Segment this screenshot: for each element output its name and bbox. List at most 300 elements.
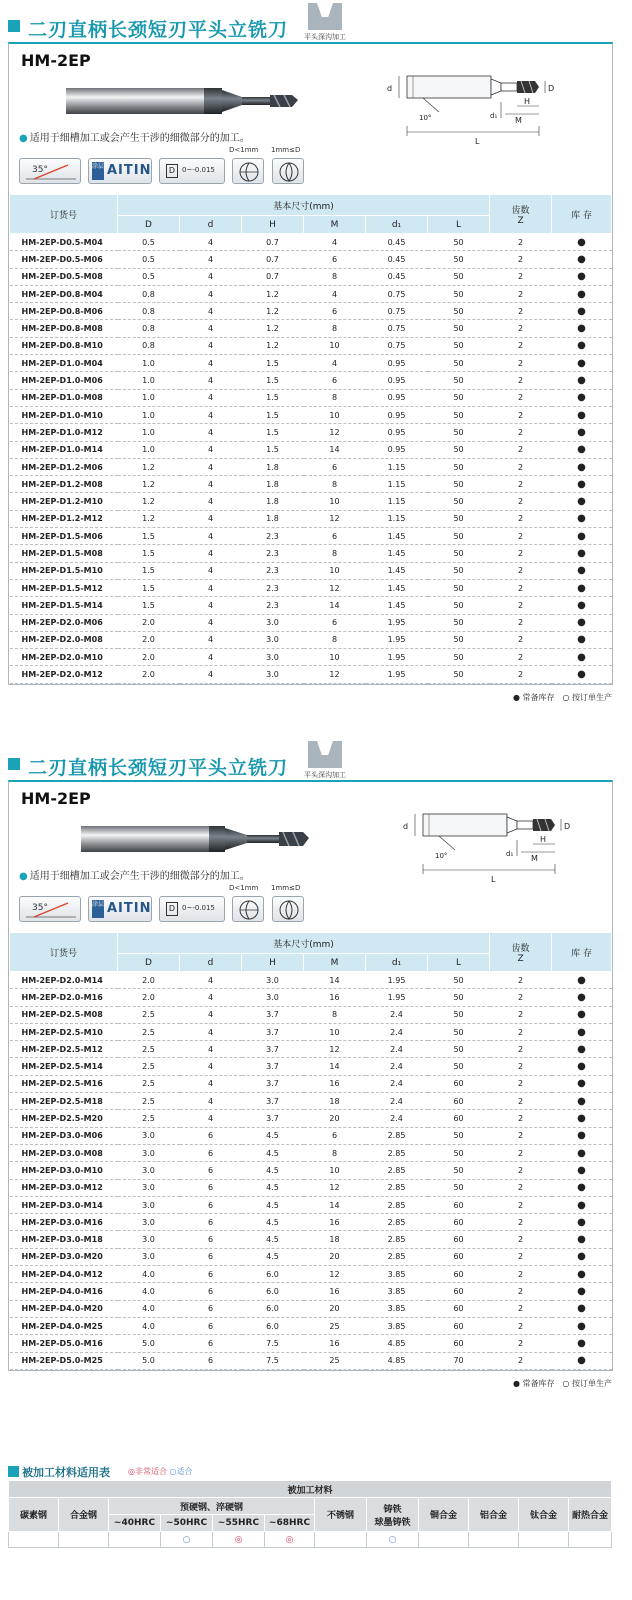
dimension-cell: 7.5 <box>242 1352 304 1369</box>
dimension-cell: 2 <box>490 1317 552 1334</box>
mat-hardened-steel: 预硬钢、淬硬钢 <box>109 1498 315 1515</box>
order-code-cell: HM-2EP-D1.5-M12 <box>10 579 118 596</box>
dimension-cell: 2.85 <box>366 1162 428 1179</box>
dimension-cell: 2.5 <box>118 1110 180 1127</box>
dimension-cell: 3.0 <box>118 1196 180 1213</box>
dimension-cell: 60 <box>428 1335 490 1352</box>
material-header <box>0 1462 632 1480</box>
dimension-cell: 4 <box>180 649 242 666</box>
dimension-cell: 2.85 <box>366 1196 428 1213</box>
col-d1: d₁ <box>366 954 428 972</box>
dimension-cell: 2.0 <box>118 614 180 631</box>
stock-cell: ● <box>552 972 612 989</box>
dimension-cell: 4 <box>180 424 242 441</box>
dimension-cell: 0.5 <box>118 268 180 285</box>
table-row <box>10 579 612 596</box>
dimension-cell: 4 <box>180 1058 242 1075</box>
order-code-cell: HM-2EP-D2.5-M14 <box>10 1058 118 1075</box>
dimension-cell: 0.45 <box>366 251 428 268</box>
dimension-cell: 1.5 <box>242 372 304 389</box>
col-flutes-label: 齿数 <box>511 205 530 216</box>
col-order-code: 订货号 <box>10 195 118 234</box>
table-row <box>10 320 612 337</box>
dimension-cell: 60 <box>428 1231 490 1248</box>
dimension-cell: 3.0 <box>118 1144 180 1161</box>
col-H: H <box>242 216 304 234</box>
table-row <box>10 1006 612 1023</box>
col-dimensions: 基本尺寸(mm) <box>118 933 490 954</box>
dimension-cell: 4.0 <box>118 1300 180 1317</box>
dimension-cell: 6 <box>180 1162 242 1179</box>
dimension-cell: 2 <box>490 545 552 562</box>
stock-cell: ● <box>552 1075 612 1092</box>
dimension-cell: 1.45 <box>366 579 428 596</box>
mat-value <box>9 1532 59 1548</box>
mat-heat-resistant: 耐热合金 <box>569 1498 612 1532</box>
dim-L-label: L <box>475 137 480 146</box>
col-dimensions: 基本尺寸(mm) <box>118 195 490 216</box>
flute-section-icon-large <box>272 158 304 184</box>
dimension-cell: 1.0 <box>118 424 180 441</box>
order-code-cell: HM-2EP-D4.0-M16 <box>10 1283 118 1300</box>
table-row <box>10 493 612 510</box>
dimension-cell: 3.0 <box>118 1214 180 1231</box>
dimension-cell: 50 <box>428 1179 490 1196</box>
dimension-cell: 2.4 <box>366 1058 428 1075</box>
dimension-cell: 4 <box>180 337 242 354</box>
dimension-cell: 10 <box>304 337 366 354</box>
table-row <box>10 1214 612 1231</box>
dimension-cell: 2 <box>490 1162 552 1179</box>
col-H: H <box>242 954 304 972</box>
table-row <box>10 1231 612 1248</box>
dimension-cell: 2 <box>490 1335 552 1352</box>
col-flutes <box>490 195 552 234</box>
dimension-cell: 50 <box>428 666 490 683</box>
dimension-cell: 2 <box>490 1110 552 1127</box>
dimension-cell: 5.0 <box>118 1335 180 1352</box>
mat-value <box>315 1532 367 1548</box>
table-row <box>10 989 612 1006</box>
coating-icon <box>88 896 152 922</box>
dimension-cell: 2.4 <box>366 1093 428 1110</box>
dimension-cell: 8 <box>304 476 366 493</box>
dimension-cell: 3.0 <box>242 631 304 648</box>
material-table <box>8 1480 612 1548</box>
dimension-cell: 8 <box>304 631 366 648</box>
order-code-cell: HM-2EP-D3.0-M08 <box>10 1144 118 1161</box>
dimension-cell: 0.75 <box>366 337 428 354</box>
table-row <box>10 251 612 268</box>
spec-table-body <box>10 234 612 684</box>
dimension-cell: 16 <box>304 1335 366 1352</box>
table-row <box>10 1093 612 1110</box>
dimension-cell: 2 <box>490 285 552 302</box>
dimension-cell: 1.45 <box>366 528 428 545</box>
dimension-cell: 0.75 <box>366 320 428 337</box>
dimension-cell: 2 <box>490 1248 552 1265</box>
stock-cell: ● <box>552 303 612 320</box>
dimension-cell: 1.8 <box>242 510 304 527</box>
table-row <box>10 614 612 631</box>
col-M: M <box>304 954 366 972</box>
dimension-cell: 0.5 <box>118 251 180 268</box>
dimension-cell: 1.5 <box>242 389 304 406</box>
table-row <box>10 1300 612 1317</box>
product-card <box>8 42 613 685</box>
dimension-cell: 1.2 <box>118 476 180 493</box>
table-row <box>10 1352 612 1369</box>
tolerance-value: 0~-0.015 <box>182 904 215 912</box>
dimension-cell: 2.0 <box>118 649 180 666</box>
dimension-cell: 16 <box>304 1214 366 1231</box>
dimension-cell: 1.45 <box>366 545 428 562</box>
order-code-cell: HM-2EP-D1.2-M12 <box>10 510 118 527</box>
flute-caption-small: D<1mm <box>229 884 259 892</box>
mat-value: ○ <box>161 1532 213 1548</box>
dimension-cell: 4.5 <box>242 1144 304 1161</box>
order-code-cell: HM-2EP-D1.2-M08 <box>10 476 118 493</box>
dimension-cell: 1.2 <box>242 320 304 337</box>
dimension-cell: 6 <box>180 1335 242 1352</box>
dim-angle-label: 10° <box>419 114 432 122</box>
dimension-cell: 6 <box>180 1300 242 1317</box>
table-row <box>10 476 612 493</box>
dimension-cell: 2.4 <box>366 1075 428 1092</box>
dimension-cell: 4 <box>180 562 242 579</box>
dimension-cell: 3.85 <box>366 1317 428 1334</box>
helix-angle-icon <box>19 158 81 184</box>
helix-angle-icon <box>19 896 81 922</box>
flute-caption-large: 1mm≤D <box>271 146 301 154</box>
dimension-cell: 4 <box>180 631 242 648</box>
dimension-cell: 8 <box>304 320 366 337</box>
dimension-cell: 2 <box>490 303 552 320</box>
dimension-cell: 6.0 <box>242 1300 304 1317</box>
dimension-cell: 2.5 <box>118 1006 180 1023</box>
dimension-cell: 2 <box>490 1058 552 1075</box>
coating-icon <box>88 158 152 184</box>
dimension-cell: 3.0 <box>118 1231 180 1248</box>
dimension-cell: 3.85 <box>366 1266 428 1283</box>
order-code-cell: HM-2EP-D2.0-M16 <box>10 989 118 1006</box>
dimension-cell: 1.5 <box>118 562 180 579</box>
dimension-cell: 50 <box>428 406 490 423</box>
dimension-cell: 50 <box>428 441 490 458</box>
table-row <box>10 406 612 423</box>
dimension-cell: 4 <box>180 1075 242 1092</box>
product-section-2 <box>0 738 632 1388</box>
dimension-cell: 1.2 <box>118 510 180 527</box>
stock-cell: ● <box>552 1300 612 1317</box>
col-flutes <box>490 933 552 972</box>
dimension-cell: 2 <box>490 424 552 441</box>
dimension-cell: 4 <box>180 666 242 683</box>
dimension-cell: 50 <box>428 1023 490 1040</box>
stock-cell: ● <box>552 476 612 493</box>
table-row <box>10 528 612 545</box>
stock-cell: ● <box>552 1023 612 1040</box>
dimension-cell: 2.85 <box>366 1231 428 1248</box>
dimension-cell: 4 <box>180 510 242 527</box>
dimension-cell: 4 <box>180 493 242 510</box>
groove-icon <box>308 3 342 30</box>
dimension-cell: 8 <box>304 268 366 285</box>
dim-d-label: d <box>387 84 393 93</box>
dimension-cell: 50 <box>428 493 490 510</box>
dimension-cell: 1.95 <box>366 631 428 648</box>
dimension-cell: 2 <box>490 1214 552 1231</box>
dimension-cell: 20 <box>304 1300 366 1317</box>
stock-cell: ● <box>552 545 612 562</box>
dimension-cell: 12 <box>304 1266 366 1283</box>
dimension-cell: 20 <box>304 1248 366 1265</box>
material-top-header: 被加工材料 <box>9 1481 612 1498</box>
order-code-cell: HM-2EP-D1.2-M06 <box>10 458 118 475</box>
dimension-cell: 12 <box>304 1179 366 1196</box>
table-row <box>10 1196 612 1213</box>
dimension-cell: 2 <box>490 510 552 527</box>
dimension-cell: 6 <box>180 1317 242 1334</box>
stock-legend <box>505 1378 612 1389</box>
dimension-cell: 4.5 <box>242 1231 304 1248</box>
dimension-cell: 70 <box>428 1352 490 1369</box>
dimension-cell: 2 <box>490 972 552 989</box>
dimension-cell: 60 <box>428 1110 490 1127</box>
order-code-cell: HM-2EP-D3.0-M06 <box>10 1127 118 1144</box>
dimension-cell: 2 <box>490 579 552 596</box>
stock-cell: ● <box>552 320 612 337</box>
table-row <box>10 1058 612 1075</box>
order-code-cell: HM-2EP-D2.0-M08 <box>10 631 118 648</box>
table-row <box>10 389 612 406</box>
stock-cell: ● <box>552 285 612 302</box>
dimension-cell: 1.0 <box>118 389 180 406</box>
order-code-cell: HM-2EP-D0.8-M04 <box>10 285 118 302</box>
table-row <box>10 458 612 475</box>
spec-table-body <box>10 972 612 1370</box>
legend-stock: ● 常备库存 <box>512 1379 555 1388</box>
order-code-cell: HM-2EP-D3.0-M18 <box>10 1231 118 1248</box>
helix-angle-graphic <box>20 159 82 185</box>
dimension-cell: 4 <box>180 458 242 475</box>
table-row <box>10 1248 612 1265</box>
stock-cell: ● <box>552 614 612 631</box>
order-code-cell: HM-2EP-D2.5-M18 <box>10 1093 118 1110</box>
dimension-cell: 8 <box>304 1144 366 1161</box>
dimension-cell: 4.85 <box>366 1335 428 1352</box>
dimension-cell: 2 <box>490 337 552 354</box>
dimension-cell: 4 <box>180 972 242 989</box>
dimension-cell: 1.5 <box>118 579 180 596</box>
table-row <box>10 1335 612 1352</box>
stock-cell: ● <box>552 649 612 666</box>
table-row <box>10 1110 612 1127</box>
order-code-cell: HM-2EP-D1.0-M12 <box>10 424 118 441</box>
stock-cell: ● <box>552 562 612 579</box>
col-d: d <box>180 954 242 972</box>
order-code-cell: HM-2EP-D4.0-M25 <box>10 1317 118 1334</box>
dimension-cell: 2 <box>490 989 552 1006</box>
order-code-cell: HM-2EP-D1.5-M06 <box>10 528 118 545</box>
dimension-cell: 12 <box>304 424 366 441</box>
dimension-cell: 60 <box>428 1300 490 1317</box>
stock-cell: ● <box>552 1127 612 1144</box>
mat-hrc50: ~50HRC <box>161 1515 213 1532</box>
dimension-cell: 50 <box>428 1058 490 1075</box>
dimension-cell: 2 <box>490 1144 552 1161</box>
dimension-cell: 2 <box>490 406 552 423</box>
spec-table <box>9 932 612 1370</box>
dimension-cell: 25 <box>304 1352 366 1369</box>
material-values-row <box>9 1532 612 1548</box>
dimension-cell: 0.75 <box>366 285 428 302</box>
dimension-cell: 14 <box>304 441 366 458</box>
dimension-cell: 1.95 <box>366 972 428 989</box>
dimension-cell: 60 <box>428 1248 490 1265</box>
dimension-cell: 2 <box>490 1300 552 1317</box>
title-marker <box>8 1466 19 1477</box>
dimension-cell: 4.5 <box>242 1248 304 1265</box>
dimension-cell: 2 <box>490 597 552 614</box>
dimension-cell: 2 <box>490 1093 552 1110</box>
dimension-cell: 4 <box>180 1023 242 1040</box>
mat-alloy-steel: 合金钢 <box>59 1498 109 1532</box>
helix-angle-value: 35° <box>32 165 48 175</box>
badge-label: 平头深沟加工 <box>304 33 346 41</box>
dimension-cell: 50 <box>428 562 490 579</box>
dimension-cell: 4.0 <box>118 1266 180 1283</box>
dimension-cell: 50 <box>428 972 490 989</box>
tolerance-icon <box>159 896 225 922</box>
order-code-cell: HM-2EP-D2.5-M16 <box>10 1075 118 1092</box>
dimension-cell: 12 <box>304 666 366 683</box>
dimension-cell: 3.0 <box>118 1248 180 1265</box>
dimension-cell: 1.8 <box>242 476 304 493</box>
dimension-cell: 3.85 <box>366 1283 428 1300</box>
dimension-cell: 1.2 <box>118 458 180 475</box>
dimension-cell: 2 <box>490 320 552 337</box>
dimension-cell: 2 <box>490 458 552 475</box>
title-marker <box>8 20 20 32</box>
table-row <box>10 424 612 441</box>
table-row <box>10 441 612 458</box>
dimension-cell: 2.3 <box>242 528 304 545</box>
tolerance-d: D <box>166 902 178 916</box>
dimension-cell: 3.0 <box>242 614 304 631</box>
dimension-cell: 50 <box>428 320 490 337</box>
dimension-cell: 2 <box>490 234 552 251</box>
dimension-cell: 1.95 <box>366 666 428 683</box>
dimension-cell: 2 <box>490 631 552 648</box>
dimension-cell: 50 <box>428 1144 490 1161</box>
stock-cell: ● <box>552 510 612 527</box>
dimension-cell: 50 <box>428 389 490 406</box>
stock-cell: ● <box>552 1248 612 1265</box>
dimension-cell: 6 <box>304 251 366 268</box>
dimension-cell: 7.5 <box>242 1335 304 1352</box>
dimension-cell: 1.45 <box>366 562 428 579</box>
dim-m-label: M <box>515 116 522 125</box>
dimension-cell: 2.4 <box>366 1006 428 1023</box>
dimension-cell: 50 <box>428 1006 490 1023</box>
dimension-cell: 50 <box>428 1162 490 1179</box>
dimension-cell: 2 <box>490 1006 552 1023</box>
dimension-cell: 4.5 <box>242 1127 304 1144</box>
dimension-cell: 50 <box>428 614 490 631</box>
spec-icons <box>19 886 319 928</box>
dimension-cell: 4.5 <box>242 1179 304 1196</box>
dimension-cell: 2.4 <box>366 1110 428 1127</box>
stock-cell: ● <box>552 1335 612 1352</box>
coating-tag: 涂层 <box>92 162 104 180</box>
stock-cell: ● <box>552 355 612 372</box>
dimension-cell: 1.0 <box>118 355 180 372</box>
dimension-cell: 6 <box>304 614 366 631</box>
dimension-cell: 1.2 <box>242 337 304 354</box>
stock-cell: ● <box>552 528 612 545</box>
dimension-cell: 1.2 <box>118 493 180 510</box>
dimension-cell: 6.0 <box>242 1317 304 1334</box>
order-code-cell: HM-2EP-D2.0-M06 <box>10 614 118 631</box>
dimension-cell: 0.95 <box>366 389 428 406</box>
table-row <box>10 1317 612 1334</box>
dim-d1-label: d₁ <box>506 850 514 858</box>
flute-graphic-small <box>233 897 265 923</box>
stock-cell: ● <box>552 406 612 423</box>
dimension-cell: 4 <box>180 441 242 458</box>
dimension-cell: 2.0 <box>118 989 180 1006</box>
section-title: 二刃直柄长颈短刃平头立铣刀 <box>28 757 289 779</box>
dimension-diagram <box>379 70 569 154</box>
stock-cell: ● <box>552 424 612 441</box>
section-header <box>0 738 632 780</box>
dimension-cell: 2.0 <box>118 631 180 648</box>
dimension-cell: 3.0 <box>118 1179 180 1196</box>
col-D: D <box>118 216 180 234</box>
dimension-cell: 4 <box>180 268 242 285</box>
stock-cell: ● <box>552 372 612 389</box>
dimension-cell: 2.3 <box>242 562 304 579</box>
dimension-cell: 50 <box>428 355 490 372</box>
dimension-cell: 50 <box>428 285 490 302</box>
stock-cell: ● <box>552 389 612 406</box>
dimension-cell: 20 <box>304 1110 366 1127</box>
dimension-cell: 10 <box>304 406 366 423</box>
dimension-cell: 60 <box>428 1075 490 1092</box>
dimension-cell: 6 <box>304 528 366 545</box>
dimension-cell: 6 <box>180 1352 242 1369</box>
groove-badge <box>302 3 348 41</box>
dimension-cell: 2 <box>490 1075 552 1092</box>
dimension-cell: 50 <box>428 424 490 441</box>
legend-order: ○ 按订单生产 <box>562 693 612 702</box>
dimension-cell: 4 <box>180 285 242 302</box>
dimension-cell: 0.95 <box>366 372 428 389</box>
dimension-cell: 18 <box>304 1231 366 1248</box>
order-code-cell: HM-2EP-D5.0-M25 <box>10 1352 118 1369</box>
table-row <box>10 285 612 302</box>
dimension-cell: 2.5 <box>118 1058 180 1075</box>
dimension-cell: 4 <box>180 320 242 337</box>
coating-tag: 涂层 <box>92 900 104 918</box>
note-text: 适用于细槽加工或会产生干涉的细微部分的加工。 <box>29 133 250 144</box>
dimension-cell: 2.5 <box>118 1075 180 1092</box>
stock-cell: ● <box>552 1058 612 1075</box>
dimension-cell: 0.7 <box>242 234 304 251</box>
dimension-cell: 2.85 <box>366 1179 428 1196</box>
order-code-cell: HM-2EP-D1.5-M08 <box>10 545 118 562</box>
